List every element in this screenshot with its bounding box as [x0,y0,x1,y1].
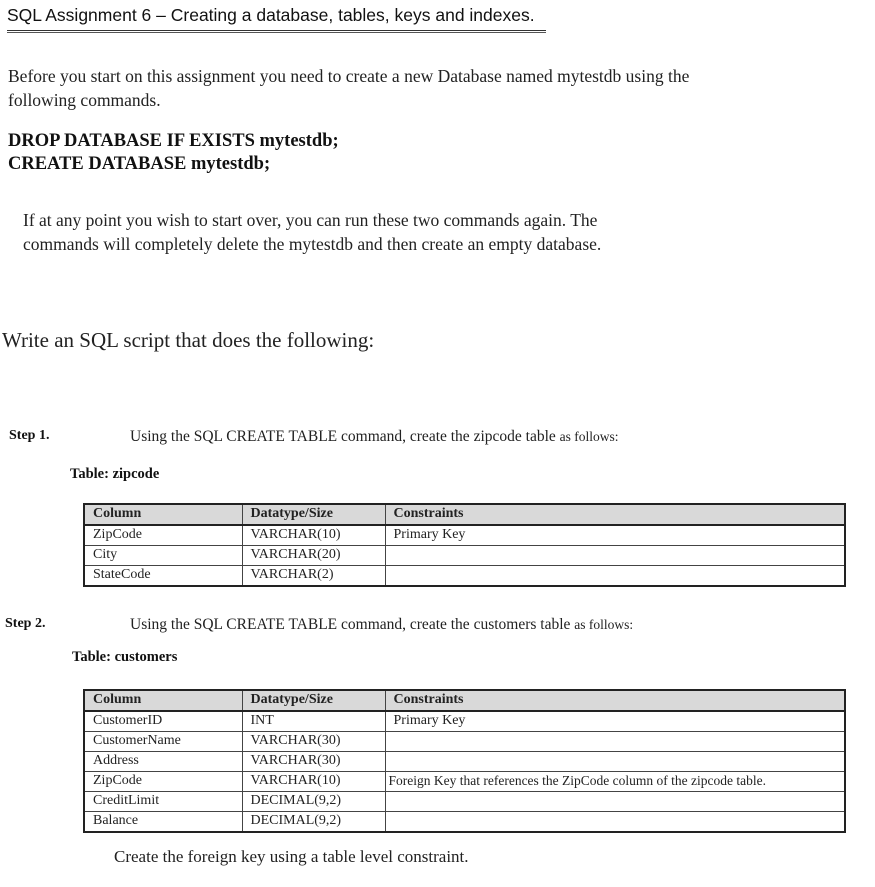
cell-datatype: VARCHAR(2) [242,566,385,587]
intro-line-2: following commands. [8,90,161,110]
table-row [84,546,845,566]
header-datatype: Datatype/Size [242,504,385,525]
note-line-1: If at any point you wish to start over, you can run these two commands again. The [23,210,598,230]
sql-create-command: CREATE DATABASE mytestdb; [8,154,271,174]
cell-constraints [385,752,845,772]
title-underline [7,30,546,31]
step1-label: Step 1. [9,428,50,443]
cell-constraints [385,792,845,812]
table-header-row [84,690,845,711]
cell-column: City [84,546,242,566]
step2-instruction-tail: as follows: [574,617,634,632]
foreign-key-instruction: Create the foreign key using a table level constraint. [114,847,469,866]
cell-column: StateCode [84,566,242,587]
task-heading: Write an SQL script that does the following: [2,328,375,352]
cell-constraints: Foreign Key that references the ZipCode column of the zipcode table. [385,772,845,792]
cell-constraints: Primary Key [385,525,845,546]
cell-column: ZipCode [84,525,242,546]
table-header-row [84,504,845,525]
table-row [84,732,845,752]
table-row [84,792,845,812]
header-constraints: Constraints [385,504,845,525]
header-datatype: Datatype/Size [242,690,385,711]
cell-datatype: VARCHAR(30) [242,732,385,752]
step2-table-title: Table: customers [72,649,178,665]
header-column: Column [84,690,242,711]
cell-constraints [385,812,845,833]
cell-datatype: VARCHAR(20) [242,546,385,566]
table-row [84,566,845,587]
cell-datatype: VARCHAR(10) [242,772,385,792]
cell-constraints [385,732,845,752]
table-row [84,752,845,772]
cell-constraints [385,546,845,566]
cell-column: CustomerName [84,732,242,752]
cell-column: ZipCode [84,772,242,792]
header-column: Column [84,504,242,525]
cell-datatype: VARCHAR(30) [242,752,385,772]
title-underline-double [7,32,546,33]
intro-line-1: Before you start on this assignment you need to create a new Database named mytestdb using the [8,66,690,86]
table-row [84,711,845,732]
zipcode-table [83,503,846,587]
step1-instruction-main: Using the SQL CREATE TABLE command, create the zipcode table [130,428,556,445]
cell-constraints [385,566,845,587]
step1-table-title: Table: zipcode [70,466,160,482]
note-line-2: commands will completely delete the mytestdb and then create an empty database. [23,234,602,254]
step1-instruction [130,428,619,446]
header-constraints: Constraints [385,690,845,711]
cell-datatype: DECIMAL(9,2) [242,792,385,812]
cell-column: CreditLimit [84,792,242,812]
cell-datatype: DECIMAL(9,2) [242,812,385,833]
step2-label: Step 2. [5,616,46,631]
table-row [84,772,845,792]
page-title: SQL Assignment 6 – Creating a database, tables, keys and indexes. [7,5,535,25]
cell-column: CustomerID [84,711,242,732]
step2-instruction-main: Using the SQL CREATE TABLE command, create the customers table [130,616,571,633]
sql-drop-command: DROP DATABASE IF EXISTS mytestdb; [8,131,339,151]
cell-datatype: VARCHAR(10) [242,525,385,546]
cell-datatype: INT [242,711,385,732]
table-row [84,525,845,546]
cell-column: Address [84,752,242,772]
step1-instruction-tail: as follows: [559,429,619,444]
customers-table [83,689,846,833]
table-row [84,812,845,833]
cell-column: Balance [84,812,242,833]
cell-constraints: Primary Key [385,711,845,732]
step2-instruction [130,616,633,634]
